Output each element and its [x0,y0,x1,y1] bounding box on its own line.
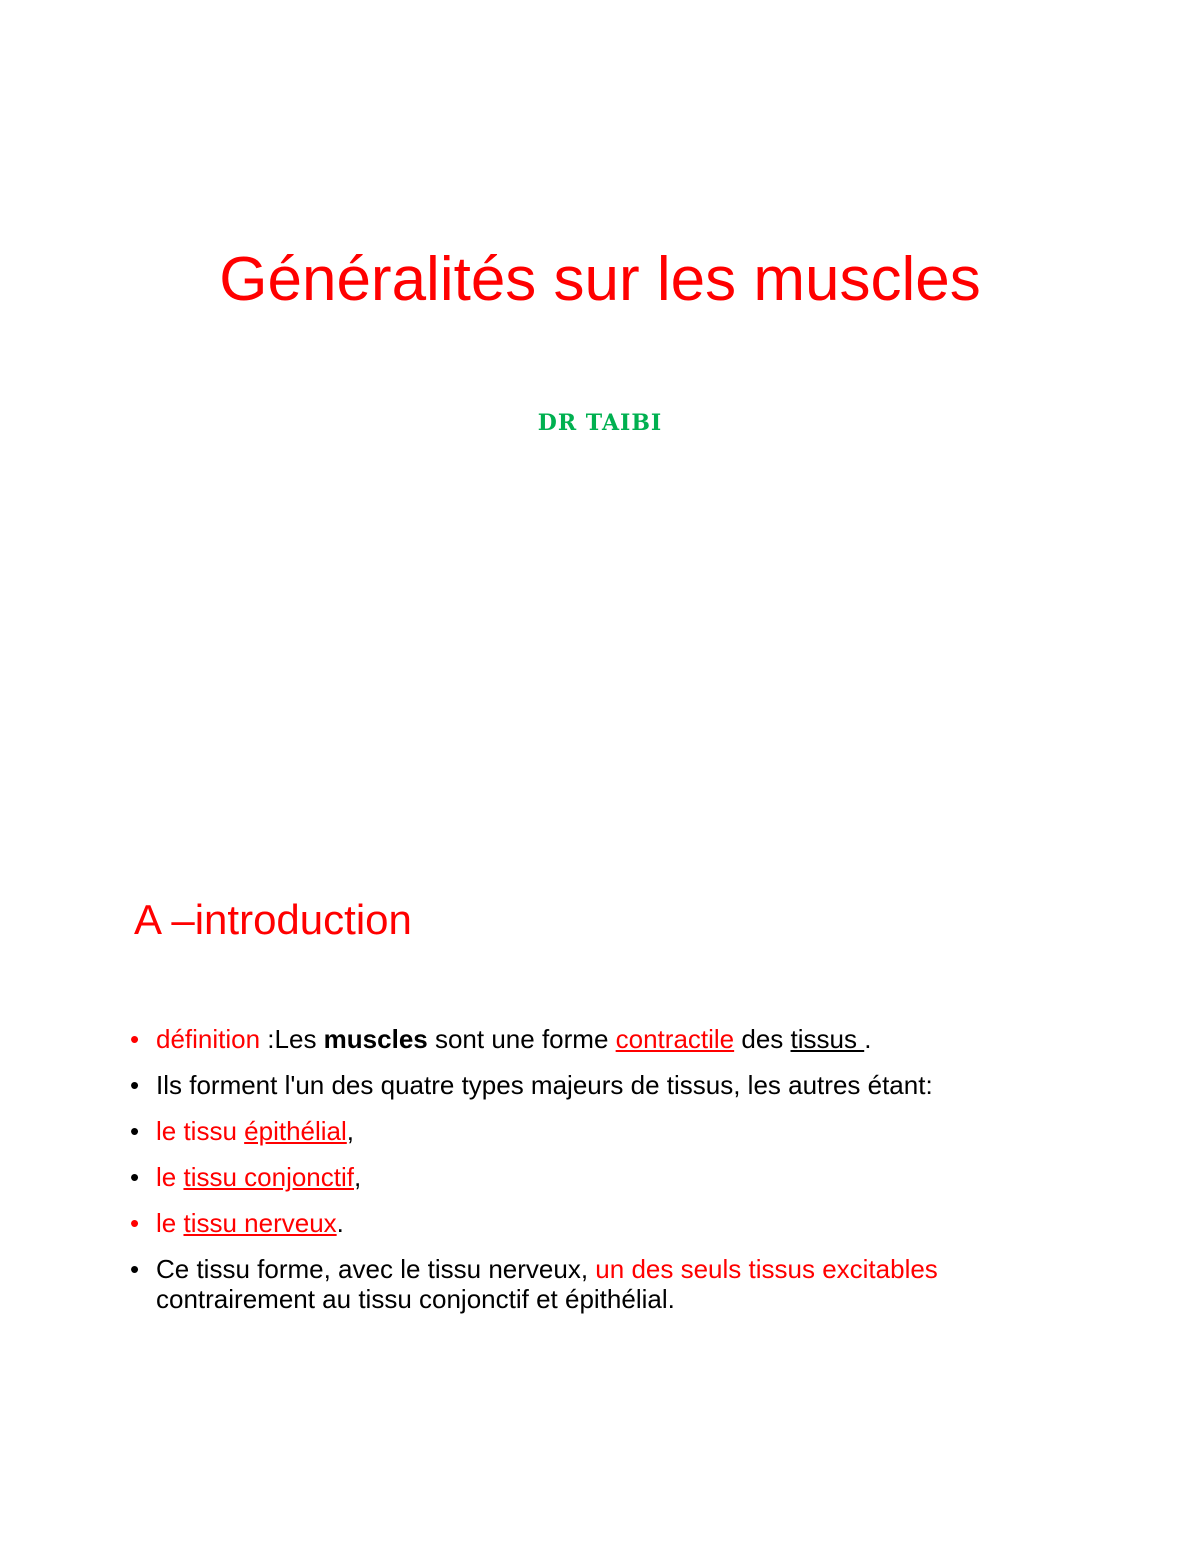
text-segment: sont une forme [427,1024,616,1054]
bullet-icon: • [130,1208,140,1238]
text-segment: :Les [260,1024,324,1054]
list-item-definition [130,1024,1090,1054]
definition-label: définition [156,1024,261,1054]
list-item-excitable [130,1254,1090,1314]
highlighted-text: un des seuls tissus excitables [595,1254,938,1284]
bullet-list [130,1024,1090,1330]
text-segment: . [864,1024,872,1054]
bullet-icon: • [130,1162,140,1192]
title-slide [0,0,1200,776]
section-heading: A –introduction [134,896,412,943]
text-segment: , [346,1116,355,1146]
text-segment: , [354,1162,362,1192]
text-segment: le [156,1208,184,1238]
list-item-epithelial [130,1116,1090,1146]
list-item-text: Ils forment l'un des quatre types majeurs de tissus, les autres étant: [156,1070,933,1100]
author-name: DR TAIBI [537,410,663,436]
bold-term: muscles [323,1024,428,1054]
underlined-term: tissu nerveux [183,1208,337,1238]
underlined-term: épithélial [244,1116,347,1146]
document-title: Généralités sur les muscles [219,245,981,314]
bullet-icon: • [130,1070,140,1100]
list-item-conjunctive [130,1162,1090,1192]
text-segment: des [734,1024,791,1054]
bullet-icon: • [130,1024,140,1054]
underlined-term: tissus [790,1024,865,1054]
list-item-tissue-types [130,1070,1090,1100]
text-segment: Ce tissu forme, avec le tissu nerveux, [156,1254,596,1284]
text-segment: le [156,1162,184,1192]
bullet-icon: • [130,1116,140,1146]
text-segment: . [336,1208,344,1238]
text-segment: contrairement au tissu conjonctif et épithélial. [156,1284,675,1314]
list-item-nervous [130,1208,1090,1238]
underlined-term: contractile [615,1024,735,1054]
bullet-icon: • [130,1254,140,1284]
underlined-term: tissu conjonctif [183,1162,354,1192]
text-segment: le tissu [156,1116,245,1146]
introduction-slide [0,776,1200,1553]
